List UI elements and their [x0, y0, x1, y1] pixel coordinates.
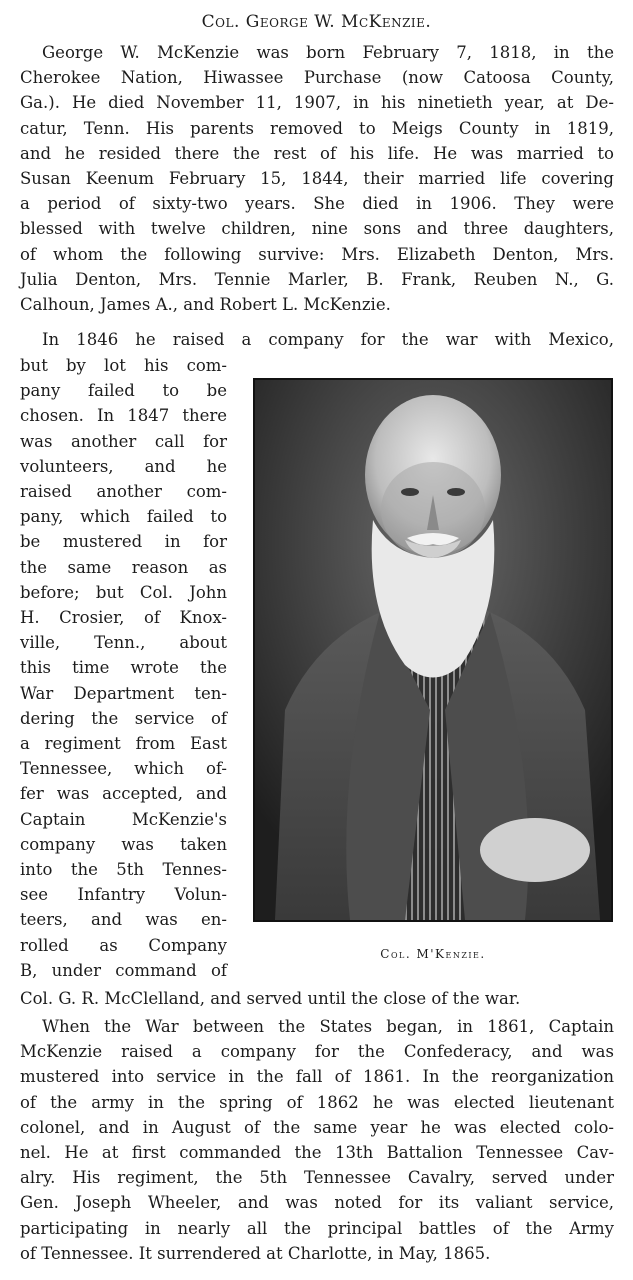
text-line: before; but Col. John	[20, 582, 227, 602]
text-line: alry. His regiment, the 5th Tennessee Cavalry, served under	[20, 1168, 614, 1188]
text-line: and he resided there the rest of his life. He was married to	[20, 143, 614, 163]
text-line: but by lot his com-	[20, 356, 227, 375]
text-line: George W. McKenzie was born February 7, 1818, in the	[42, 43, 614, 62]
text-line: participating in nearly all the principal battles of the Army	[20, 1218, 614, 1238]
text-line: Calhoun, James A., and Robert L. McKenzie.	[20, 295, 391, 315]
paragraph-birth-family	[20, 40, 614, 317]
text-line: When the War between the States began, in 1861, Captain	[42, 1017, 614, 1036]
text-line: rolled as Company	[20, 935, 227, 955]
text-line: company was taken	[20, 834, 227, 854]
text-line: teers, and was en-	[20, 910, 227, 930]
text-line: of the army in the spring of 1862 he was elected lieutenant	[20, 1092, 614, 1112]
text-line: Captain McKenzie's	[20, 809, 227, 829]
paragraph-mexico-war-wrapped-column	[20, 353, 227, 983]
text-line: Col. G. R. McClelland, and served until the close of the war.	[20, 989, 521, 1008]
text-line: McKenzie raised a company for the Confederacy, and was	[20, 1042, 614, 1062]
photo-caption: Col. M'Kenzie.	[380, 947, 486, 961]
paragraph-civil-war	[20, 1014, 614, 1266]
article-heading: Col. George W. McKenzie.	[201, 12, 432, 32]
text-line: into the 5th Tennes-	[20, 860, 227, 880]
text-line: see Infantry Volun-	[20, 885, 227, 905]
text-line: H. Crosier, of Knox-	[20, 608, 227, 628]
text-line: volunteers, and he	[20, 456, 227, 476]
text-line: dering the service of	[20, 708, 227, 728]
text-line: nel. He at first commanded the 13th Battalion Tennessee Cav-	[20, 1143, 614, 1163]
text-line: blessed with twelve children, nine sons and three daughters,	[20, 219, 614, 239]
text-line: Julia Denton, Mrs. Tennie Marler, B. Frank, Reuben N., G.	[20, 269, 614, 289]
text-line: a period of sixty-two years. She died in 1906. They were	[20, 194, 614, 214]
text-line: Cherokee Nation, Hiwassee Purchase (now Catoosa County,	[20, 68, 614, 88]
text-line: of whom the following survive: Mrs. Elizabeth Denton, Mrs.	[20, 244, 614, 264]
text-line: be mustered in for	[20, 532, 227, 552]
portrait-illustration	[255, 380, 611, 920]
text-line: a regiment from East	[20, 734, 227, 754]
text-line: fer was accepted, and	[20, 784, 227, 804]
text-line: B, under command of	[20, 960, 227, 980]
text-line: was another call for	[20, 431, 227, 451]
text-line: pany failed to be	[20, 381, 227, 401]
text-line: pany, which failed to	[20, 507, 227, 527]
text-line: Gen. Joseph Wheeler, and was noted for its valiant service,	[20, 1193, 614, 1213]
text-line: In 1846 he raised a company for the war with Mexico,	[42, 330, 614, 349]
text-line: raised another com-	[20, 482, 227, 502]
text-line: War Department ten-	[20, 683, 227, 703]
text-line: ville, Tenn., about	[20, 633, 227, 653]
text-line: Tennessee, which of-	[20, 759, 227, 779]
text-line: catur, Tenn. His parents removed to Meigs County in 1819,	[20, 118, 614, 138]
text-line: Ga.). He died November 11, 1907, in his ninetieth year, at De-	[20, 93, 614, 113]
text-line: the same reason as	[20, 557, 227, 577]
paragraph-mexico-war-closing	[20, 986, 614, 1011]
text-line: this time wrote the	[20, 658, 227, 678]
text-line: of Tennessee. It surrendered at Charlotte, in May, 1865.	[20, 1243, 491, 1263]
text-line: mustered into service in the fall of 1861. In the reorganization	[20, 1067, 614, 1087]
paragraph-mexico-war-opening	[20, 327, 614, 352]
text-line: chosen. In 1847 there	[20, 406, 227, 426]
text-line: Susan Keenum February 15, 1844, their married life covering	[20, 169, 614, 189]
text-line: colonel, and in August of the same year he was elected colo-	[20, 1117, 614, 1137]
portrait-photo	[253, 378, 613, 922]
